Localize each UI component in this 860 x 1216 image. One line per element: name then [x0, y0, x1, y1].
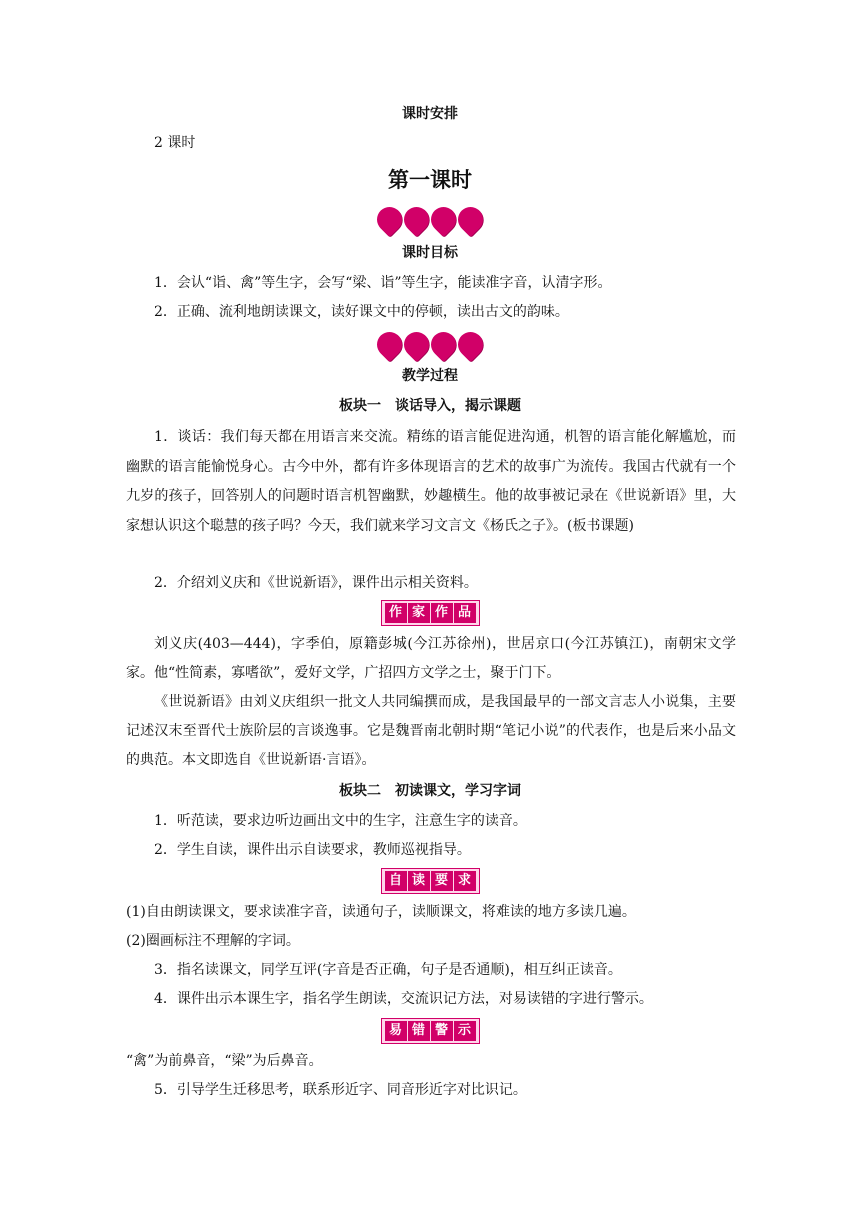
book-intro: 《世说新语》由刘义庆组织一批文人共同编撰而成，是我国最早的一部文言志人小说集，主要记述汉末至晋代士族阶层的言谈逸事。它是魏晋南北朝时期“笔记小说”的代表作，也是后来小品文的典范。本文即选自《世说新语·言语》。 — [126, 694, 736, 768]
tag-char: 错 — [408, 1021, 430, 1041]
tag-char: 自 — [385, 871, 407, 891]
objective-item: 2．正确、流利地朗读课文，读好课文中的停顿，读出古文的韵味。 — [154, 304, 569, 320]
decorative-petals-1 — [0, 207, 860, 232]
tag-char: 示 — [454, 1021, 476, 1041]
author-bio: 刘义庆(403—444)，字季伯，原籍彭城(今江苏徐州)，世居京口(今江苏镇江)，南朝宋文学家。他“性简素，寡嗜欲”，爱好文学，广招四方文学之士，聚于门下。 — [126, 636, 736, 681]
block2-heading: 板块二 初读课文，学习字词 — [339, 783, 521, 799]
reading-requirement-2: (2)圈画标注不理解的字词。 — [126, 933, 300, 949]
petal-icon — [453, 327, 488, 362]
block2-step-3: 3．指名读课文，同学互评(字音是否正确，句子是否通顺)，相互纠正读音。 — [154, 962, 622, 978]
block2-step-1: 1．听范读，要求边听边画出文中的生字，注意生字的读音。 — [154, 813, 527, 829]
tag-char: 作 — [431, 603, 453, 623]
objectives-heading: 课时目标 — [402, 245, 458, 261]
tag-char: 易 — [385, 1021, 407, 1041]
petal-icon — [399, 327, 434, 362]
tag-char: 品 — [454, 603, 476, 623]
reading-requirement-1: (1)自由朗读课文，要求读准字音，读通句子，读顺课文，将难读的地方多读几遍。 — [126, 904, 636, 920]
block2-step-2: 2．学生自读，课件出示自读要求，教师巡视指导。 — [154, 842, 471, 858]
tag-char: 要 — [431, 871, 453, 891]
decorative-petals-2 — [0, 332, 860, 357]
lesson-title: 第一课时 — [388, 168, 472, 192]
tag-char: 警 — [431, 1021, 453, 1041]
objective-item: 1．会认“诣、禽”等生字，会写“梁、诣”等生字，能读准字音，认清字形。 — [154, 275, 612, 291]
process-heading: 教学过程 — [402, 368, 458, 384]
pronunciation-note: “禽”为前鼻音，“梁”为后鼻音。 — [126, 1053, 323, 1069]
petal-icon — [426, 327, 461, 362]
block1-heading: 板块一 谈话导入，揭示课题 — [339, 398, 521, 414]
petal-icon — [453, 202, 488, 237]
tag-char: 作 — [385, 603, 407, 623]
tag-char: 家 — [408, 603, 430, 623]
block2-step-4: 4．课件出示本课生字，指名学生朗读，交流识记方法，对易读错的字进行警示。 — [154, 991, 653, 1007]
petal-icon — [426, 202, 461, 237]
tag-char: 读 — [408, 871, 430, 891]
arrangement-heading: 课时安排 — [402, 106, 458, 122]
petal-icon — [372, 202, 407, 237]
arrangement-content: 2 课时 — [154, 135, 196, 151]
tag-author-works — [0, 600, 860, 626]
tag-error-warning — [0, 1018, 860, 1044]
tag-char: 求 — [454, 871, 476, 891]
block1-paragraph-intro: 1．谈话：我们每天都在用语言来交流。精练的语言能促进沟通，机智的语言能化解尴尬，而幽默的语言能愉悦身心。古今中外，都有许多体现语言的艺术的故事广为流传。我国古代就有一个九岁的孩子，回答别人的问题时语言机智幽默，妙趣横生。他的故事被记录在《世说新语》里，大家想认识这个聪慧的孩子吗？今天，我们就来学习文言文《杨氏之子》。(板书课题) — [126, 429, 736, 535]
petal-icon — [372, 327, 407, 362]
block1-step-2: 2．介绍刘义庆和《世说新语》，课件出示相关资料。 — [154, 575, 478, 591]
block2-step-5: 5．引导学生迁移思考，联系形近字、同音形近字对比识记。 — [154, 1082, 527, 1098]
petal-icon — [399, 202, 434, 237]
tag-self-reading — [0, 868, 860, 894]
